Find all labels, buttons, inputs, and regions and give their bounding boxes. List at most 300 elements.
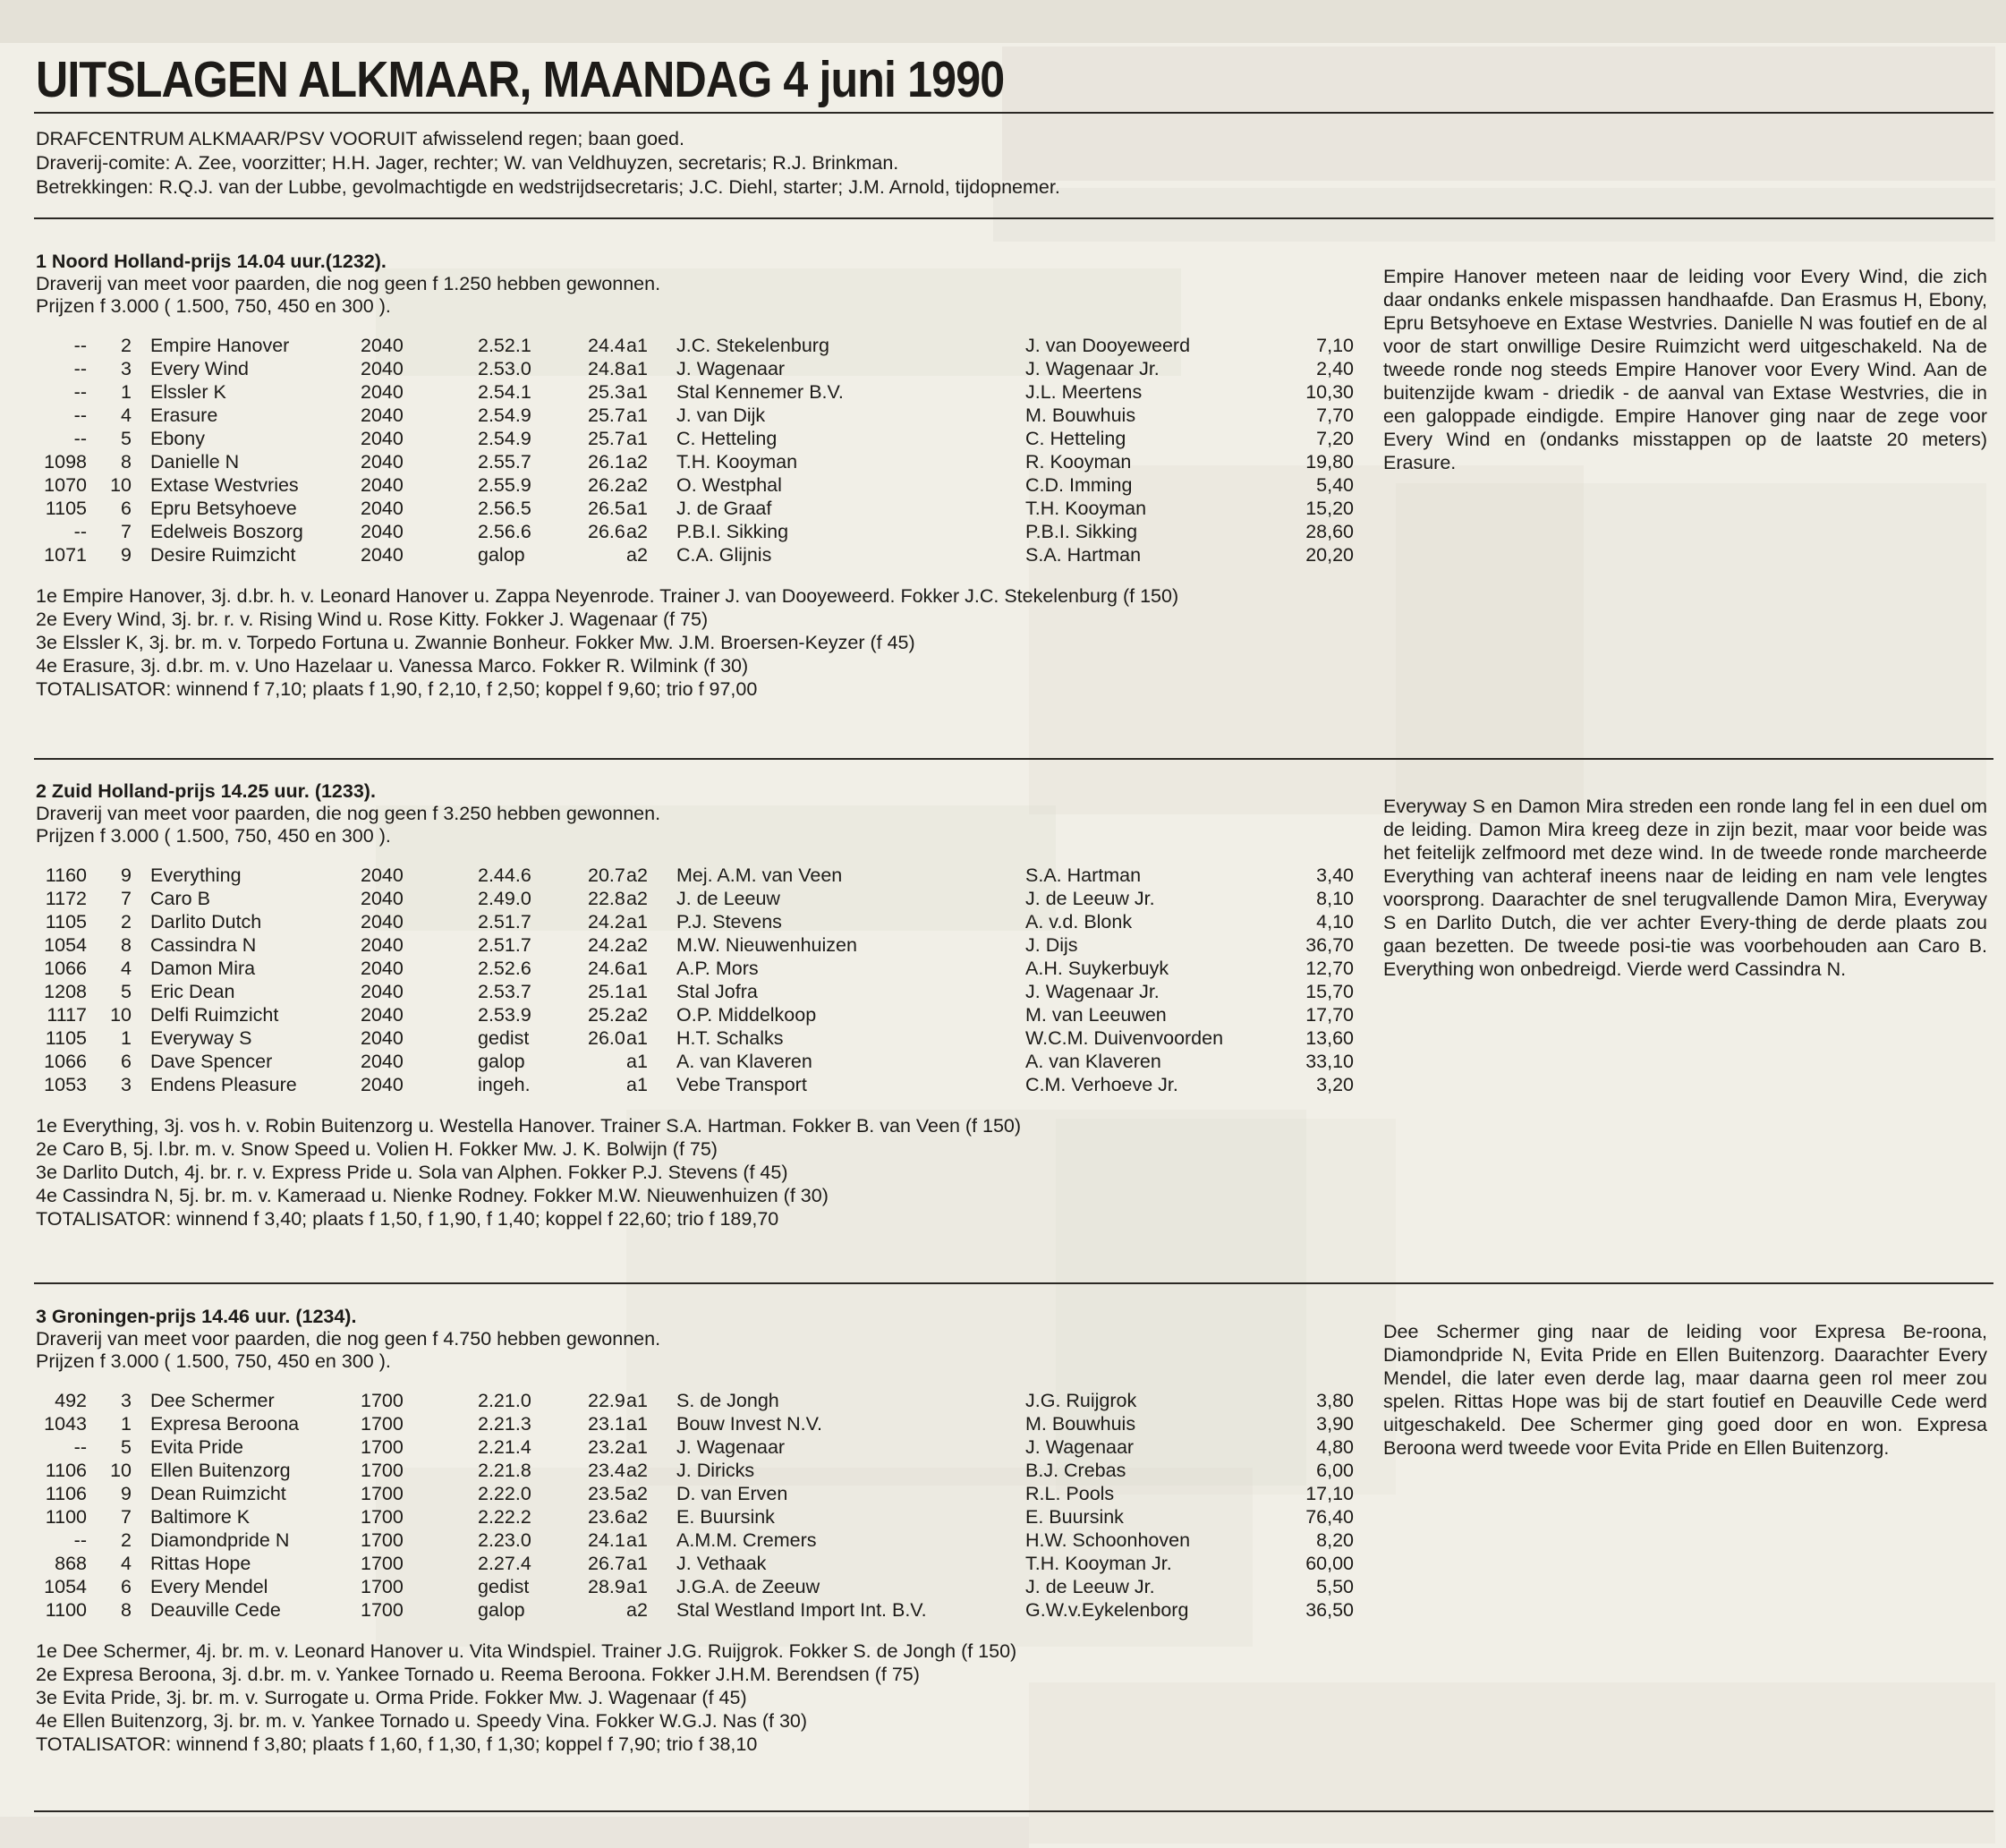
result-cls: a1 — [626, 381, 648, 403]
result-dist: 2040 — [361, 1051, 404, 1072]
result-km: 24.6 — [588, 958, 625, 979]
result-time: 2.52.6 — [478, 958, 531, 979]
result-cls: a1 — [626, 1529, 648, 1551]
result-prev: 1054 — [44, 1576, 87, 1597]
result-time: 2.56.6 — [478, 521, 531, 542]
result-dist: 2040 — [361, 358, 404, 379]
result-rider: O.P. Middelkoop — [676, 1004, 817, 1026]
result-nr: 10 — [110, 1004, 132, 1026]
result-dist: 1700 — [361, 1553, 404, 1574]
result-name: Danielle N — [150, 451, 240, 473]
result-odds: 4,10 — [1316, 911, 1354, 933]
result-cls: a2 — [626, 451, 648, 473]
result-nr: 9 — [121, 1483, 132, 1504]
section-rule — [34, 1282, 1993, 1284]
section-rule — [34, 758, 1993, 760]
result-cls: a1 — [626, 358, 648, 379]
result-time: 2.44.6 — [478, 864, 531, 886]
result-name: Epru Betsyhoeve — [150, 498, 297, 519]
result-time: 2.21.8 — [478, 1460, 531, 1481]
result-cls: a2 — [626, 1004, 648, 1026]
placing-line: 1e Empire Hanover, 3j. d.br. h. v. Leonard Hanover u. Zappa Neyenrode. Trainer J. van Dooyeweerd. Fokker J.C. Stekelenburg (f 150) — [36, 585, 1179, 607]
result-prev: 1117 — [47, 1004, 87, 1026]
result-prev: -- — [73, 521, 87, 542]
result-rider: M.W. Nieuwenhuizen — [676, 934, 857, 956]
result-nr: 6 — [121, 1576, 132, 1597]
result-row — [36, 521, 1995, 544]
result-name: Cassindra N — [150, 934, 257, 956]
result-cls: a1 — [626, 1074, 648, 1095]
result-nr: 10 — [110, 474, 132, 496]
result-nr: 2 — [121, 911, 132, 933]
result-dist: 2040 — [361, 498, 404, 519]
result-odds: 15,20 — [1305, 498, 1354, 519]
placings — [36, 1114, 1995, 1231]
result-time: galop — [478, 544, 525, 566]
placing-line: TOTALISATOR: winnend f 3,80; plaats f 1,60, f 1,30, f 1,30; koppel f 7,90; trio f 38,10 — [36, 1733, 758, 1755]
result-trainer: J. Wagenaar — [1025, 1436, 1135, 1458]
result-name: Dean Ruimzicht — [150, 1483, 286, 1504]
result-dist: 2040 — [361, 474, 404, 496]
result-cls: a2 — [626, 474, 648, 496]
result-km: 26.0 — [588, 1027, 625, 1049]
result-nr: 5 — [121, 981, 132, 1002]
section-rule — [34, 1810, 1993, 1812]
result-rider: Stal Westland Import Int. B.V. — [676, 1599, 927, 1621]
result-nr: 9 — [121, 544, 132, 566]
result-time: 2.54.1 — [478, 381, 531, 403]
result-odds: 10,30 — [1305, 381, 1354, 403]
result-odds: 7,20 — [1316, 428, 1354, 449]
result-time: 2.52.1 — [478, 335, 531, 356]
placing-line: 4e Cassindra N, 5j. br. m. v. Kameraad u. Nienke Rodney. Fokker M.W. Nieuwenhuizen (f 30) — [36, 1185, 829, 1206]
result-rider: T.H. Kooyman — [676, 451, 798, 473]
result-prev: -- — [73, 381, 87, 403]
result-cls: a2 — [626, 1506, 648, 1528]
result-odds: 5,40 — [1316, 474, 1354, 496]
result-km: 25.1 — [588, 981, 625, 1002]
meeting-info-line: Betrekkingen: R.Q.J. van der Lubbe, gevolmachtigde en wedstrijdsecretaris; J.C. Diehl, starter; J.M. Arnold, tijdopnemer. — [36, 176, 1060, 198]
meeting-info-line: Draverij-comite: A. Zee, voorzitter; H.H. Jager, rechter; W. van Veldhuyzen, secretaris; R.J. Brinkman. — [36, 152, 899, 174]
race-1 — [36, 251, 1995, 701]
result-trainer: R.L. Pools — [1025, 1483, 1115, 1504]
result-cls: a1 — [626, 1436, 648, 1458]
result-nr: 8 — [121, 451, 132, 473]
result-dist: 1700 — [361, 1436, 404, 1458]
result-nr: 9 — [121, 864, 132, 886]
result-km: 28.9 — [588, 1576, 625, 1597]
result-rider: J. Diricks — [676, 1460, 755, 1481]
result-nr: 1 — [121, 1413, 132, 1435]
result-prev: 1070 — [44, 474, 87, 496]
result-trainer: W.C.M. Duivenvoorden — [1025, 1027, 1224, 1049]
result-row — [36, 1460, 1995, 1483]
result-name: Every Wind — [150, 358, 249, 379]
result-nr: 2 — [121, 335, 132, 356]
result-cls: a2 — [626, 544, 648, 566]
result-odds: 76,40 — [1305, 1506, 1354, 1528]
result-km: 23.6 — [588, 1506, 625, 1528]
result-odds: 33,10 — [1305, 1051, 1354, 1072]
result-nr: 3 — [121, 358, 132, 379]
result-time: 2.51.7 — [478, 911, 531, 933]
result-cls: a2 — [626, 864, 648, 886]
placing-line: 4e Erasure, 3j. d.br. m. v. Uno Hazelaar u. Vanessa Marco. Fokker R. Wilmink (f 30) — [36, 655, 749, 677]
result-prev: -- — [73, 1436, 87, 1458]
result-prev: 1106 — [45, 1483, 87, 1504]
result-trainer: M. Bouwhuis — [1025, 1413, 1136, 1435]
result-row — [36, 981, 1995, 1004]
result-dist: 2040 — [361, 521, 404, 542]
result-rider: P.J. Stevens — [676, 911, 782, 933]
result-name: Endens Pleasure — [150, 1074, 297, 1095]
result-prev: -- — [73, 335, 87, 356]
result-nr: 4 — [121, 1553, 132, 1574]
result-odds: 8,10 — [1316, 888, 1354, 909]
result-prev: 1208 — [44, 981, 87, 1002]
result-km: 22.8 — [588, 888, 625, 909]
race-prizes: Prijzen f 3.000 ( 1.500, 750, 450 en 300 ). — [36, 295, 391, 317]
result-dist: 1700 — [361, 1529, 404, 1551]
result-cls: a1 — [626, 405, 648, 426]
result-cls: a1 — [626, 428, 648, 449]
result-row — [36, 1506, 1995, 1529]
result-time: 2.23.0 — [478, 1529, 531, 1551]
result-nr: 1 — [121, 381, 132, 403]
result-time: 2.56.5 — [478, 498, 531, 519]
result-km: 23.4 — [588, 1460, 625, 1481]
result-km: 23.2 — [588, 1436, 625, 1458]
result-time: 2.54.9 — [478, 428, 531, 449]
result-dist: 2040 — [361, 544, 404, 566]
result-name: Caro B — [150, 888, 210, 909]
result-time: ingeh. — [478, 1074, 531, 1095]
result-cls: a2 — [626, 1599, 648, 1621]
result-trainer: M. van Leeuwen — [1025, 1004, 1167, 1026]
result-time: 2.55.9 — [478, 474, 531, 496]
result-odds: 12,70 — [1305, 958, 1354, 979]
result-prev: 1071 — [44, 544, 87, 566]
result-dist: 2040 — [361, 981, 404, 1002]
result-name: Expresa Beroona — [150, 1413, 300, 1435]
result-trainer: J. Wagenaar Jr. — [1025, 981, 1160, 1002]
placing-line: TOTALISATOR: winnend f 7,10; plaats f 1,90, f 2,10, f 2,50; koppel f 9,60; trio f 97,00 — [36, 678, 758, 700]
result-time: 2.55.7 — [478, 451, 531, 473]
result-name: Dee Schermer — [150, 1390, 275, 1411]
result-prev: 1066 — [44, 958, 87, 979]
result-name: Dave Spencer — [150, 1051, 273, 1072]
title-rule — [34, 112, 1993, 114]
result-time: 2.21.4 — [478, 1436, 531, 1458]
result-name: Erasure — [150, 405, 218, 426]
placing-line: TOTALISATOR: winnend f 3,40; plaats f 1,50, f 1,90, f 1,40; koppel f 22,60; trio f 189,70 — [36, 1208, 779, 1230]
result-name: Baltimore K — [150, 1506, 251, 1528]
result-rider: J.C. Stekelenburg — [676, 335, 829, 356]
meeting-info — [36, 127, 1060, 200]
result-prev: 1100 — [45, 1599, 87, 1621]
result-row — [36, 1051, 1995, 1074]
result-odds: 36,70 — [1305, 934, 1354, 956]
result-odds: 19,80 — [1305, 451, 1354, 473]
result-nr: 5 — [121, 1436, 132, 1458]
result-row — [36, 1483, 1995, 1506]
result-name: Deauville Cede — [150, 1599, 281, 1621]
result-odds: 6,00 — [1316, 1460, 1354, 1481]
result-prev: 1066 — [44, 1051, 87, 1072]
result-row — [36, 1599, 1995, 1622]
result-nr: 2 — [121, 1529, 132, 1551]
result-km: 22.9 — [588, 1390, 625, 1411]
result-dist: 2040 — [361, 958, 404, 979]
result-row — [36, 1027, 1995, 1051]
result-rider: J. van Dijk — [676, 405, 766, 426]
result-time: 2.22.0 — [478, 1483, 531, 1504]
result-km: 26.1 — [588, 451, 625, 473]
race-report: Dee Schermer ging naar de leiding voor Expresa Be-roona, Diamondpride N, Evita Pride en Ellen Buitenzorg. Daarachter Every Mendel, die later even derde lag, maar daarna geen rol meer zou spelen. Rittas Hope was bij de start foutief en Deauville Cede werd uitgeschakeld. Dee Schermer ging goed door en won. Expresa Beroona werd tweede voor Evita Pride en Ellen Buitenzorg. — [1383, 1321, 1987, 1459]
result-dist: 2040 — [361, 1074, 404, 1095]
result-prev: -- — [73, 358, 87, 379]
result-trainer: C. Hetteling — [1025, 428, 1126, 449]
result-prev: 1043 — [44, 1413, 87, 1435]
result-odds: 17,70 — [1305, 1004, 1354, 1026]
result-trainer: T.H. Kooyman — [1025, 498, 1147, 519]
result-km: 20.7 — [588, 864, 625, 886]
result-nr: 8 — [121, 1599, 132, 1621]
result-km: 26.5 — [588, 498, 625, 519]
result-time: 2.54.9 — [478, 405, 531, 426]
result-km: 24.1 — [588, 1529, 625, 1551]
result-name: Desire Ruimzicht — [150, 544, 296, 566]
result-odds: 36,50 — [1305, 1599, 1354, 1621]
result-rider: E. Buursink — [676, 1506, 775, 1528]
result-time: 2.53.9 — [478, 1004, 531, 1026]
race-report: Everyway S en Damon Mira streden een ronde lang fel in een duel om de leiding. Damon Mira kreeg deze in zijn bezit, maar voor beide was het feitelijk zelfmoord met deze wind. In de tweede ronde marcheerde Everything van achteraf ineens naar de leiding en nam vele lengtes voorsprong. Daarachter de snel terugvallende Damon Mira, Everyway S en Darlito Dutch, die ver achter Every-thing de derde plaats zou gaan bezetten. De tweede posi-tie was voorbehouden aan Caro B. Everything won onbedreigd. Vierde werd Cassindra N. — [1383, 796, 1987, 980]
result-row — [36, 1074, 1995, 1097]
race-2 — [36, 780, 1995, 1231]
result-dist: 1700 — [361, 1460, 404, 1481]
result-name: Darlito Dutch — [150, 911, 262, 933]
result-rider: A.P. Mors — [676, 958, 759, 979]
result-row — [36, 1529, 1995, 1553]
result-odds: 3,90 — [1316, 1413, 1354, 1435]
result-prev: 1106 — [45, 1460, 87, 1481]
result-cls: a2 — [626, 934, 648, 956]
result-rider: J. Wagenaar — [676, 358, 786, 379]
result-trainer: B.J. Crebas — [1025, 1460, 1126, 1481]
result-odds: 5,50 — [1316, 1576, 1354, 1597]
result-rider: O. Westphal — [676, 474, 782, 496]
result-time: 2.53.7 — [478, 981, 531, 1002]
result-odds: 7,10 — [1316, 335, 1354, 356]
race-title: 1 Noord Holland-prijs 14.04 uur.(1232). — [36, 251, 387, 272]
result-cls: a1 — [626, 498, 648, 519]
result-cls: a1 — [626, 1553, 648, 1574]
result-odds: 3,80 — [1316, 1390, 1354, 1411]
result-prev: 1172 — [45, 888, 87, 909]
result-cls: a2 — [626, 1483, 648, 1504]
result-cls: a2 — [626, 1460, 648, 1481]
result-trainer: E. Buursink — [1025, 1506, 1124, 1528]
result-prev: 1105 — [45, 1027, 87, 1049]
race-title: 3 Groningen-prijs 14.46 uur. (1234). — [36, 1306, 357, 1327]
result-odds: 28,60 — [1305, 521, 1354, 542]
result-dist: 2040 — [361, 934, 404, 956]
result-odds: 3,40 — [1316, 864, 1354, 886]
result-name: Every Mendel — [150, 1576, 268, 1597]
result-time: 2.21.0 — [478, 1390, 531, 1411]
result-nr: 7 — [121, 888, 132, 909]
result-cls: a1 — [626, 1413, 648, 1435]
result-nr: 7 — [121, 521, 132, 542]
placings — [36, 1639, 1995, 1756]
result-nr: 8 — [121, 934, 132, 956]
result-time: gedist — [478, 1576, 530, 1597]
result-odds: 20,20 — [1305, 544, 1354, 566]
result-time: galop — [478, 1599, 525, 1621]
race-report: Empire Hanover meteen naar de leiding voor Every Wind, die zich daar ondanks enkele mispassen handhaafde. Dan Erasmus H, Ebony, Epru Betsyhoeve en Extase Westvries. Danielle N was foutief en de al voor de start onwillige Desire Ruimzicht werd uitgeschakeld. Na de tweede ronde nog steeds Empire Hanover voor Every Wind. Aan de buitenzijde kwam - driedik - de aanval van Extase Westvries, die in een galoppade eindigde. Empire Hanover ging naar de zege voor Every Wind en (ondanks misstappen op de laatste 20 meters) Erasure. — [1383, 266, 1987, 473]
placings — [36, 584, 1995, 701]
result-nr: 7 — [121, 1506, 132, 1528]
placing-line: 2e Caro B, 5j. l.br. m. v. Snow Speed u. Volien H. Fokker Mw. J. K. Bolwijn (f 75) — [36, 1138, 718, 1160]
result-time: 2.53.0 — [478, 358, 531, 379]
result-km: 25.3 — [588, 381, 625, 403]
result-km: 26.7 — [588, 1553, 625, 1574]
result-dist: 2040 — [361, 911, 404, 933]
result-cls: a1 — [626, 1576, 648, 1597]
result-rider: P.B.I. Sikking — [676, 521, 789, 542]
result-dist: 1700 — [361, 1599, 404, 1621]
result-trainer: J.L. Meertens — [1025, 381, 1143, 403]
result-name: Eric Dean — [150, 981, 235, 1002]
result-rider: J. Wagenaar — [676, 1436, 786, 1458]
result-dist: 1700 — [361, 1413, 404, 1435]
result-cls: a2 — [626, 888, 648, 909]
race-prizes: Prijzen f 3.000 ( 1.500, 750, 450 en 300 ). — [36, 825, 391, 847]
result-prev: 1054 — [44, 934, 87, 956]
result-trainer: J. de Leeuw Jr. — [1025, 888, 1155, 909]
result-rider: J. Vethaak — [676, 1553, 767, 1574]
result-name: Delfi Ruimzicht — [150, 1004, 279, 1026]
result-prev: -- — [73, 1529, 87, 1551]
result-nr: 5 — [121, 428, 132, 449]
result-rider: D. van Erven — [676, 1483, 788, 1504]
result-nr: 1 — [121, 1027, 132, 1049]
result-row — [36, 498, 1995, 521]
result-trainer: A. v.d. Blonk — [1025, 911, 1133, 933]
result-row — [36, 544, 1995, 567]
result-name: Diamondpride N — [150, 1529, 290, 1551]
result-rider: Bouw Invest N.V. — [676, 1413, 822, 1435]
result-trainer: J. Dijs — [1025, 934, 1078, 956]
race-3 — [36, 1306, 1995, 1756]
placing-line: 2e Every Wind, 3j. br. r. v. Rising Wind u. Rose Kitty. Fokker J. Wagenaar (f 75) — [36, 609, 709, 630]
result-name: Rittas Hope — [150, 1553, 251, 1574]
section-rule — [34, 217, 1993, 219]
result-time: 2.21.3 — [478, 1413, 531, 1435]
result-rider: Mej. A.M. van Veen — [676, 864, 843, 886]
result-rider: A. van Klaveren — [676, 1051, 812, 1072]
result-name: Elssler K — [150, 381, 226, 403]
result-cls: a2 — [626, 521, 648, 542]
result-time: 2.22.2 — [478, 1506, 531, 1528]
result-row — [36, 1553, 1995, 1576]
result-odds: 2,40 — [1316, 358, 1354, 379]
result-time: galop — [478, 1051, 525, 1072]
result-name: Everyway S — [150, 1027, 252, 1049]
result-trainer: J. van Dooyeweerd — [1025, 335, 1191, 356]
result-name: Evita Pride — [150, 1436, 243, 1458]
result-prev: -- — [73, 405, 87, 426]
result-prev: 1053 — [44, 1074, 87, 1095]
placing-line: 1e Everything, 3j. vos h. v. Robin Buitenzorg u. Westella Hanover. Trainer S.A. Hartman. Fokker B. van Veen (f 150) — [36, 1115, 1022, 1137]
result-km: 24.4 — [588, 335, 625, 356]
result-rider: C.A. Glijnis — [676, 544, 772, 566]
result-odds: 60,00 — [1305, 1553, 1354, 1574]
result-km: 25.2 — [588, 1004, 625, 1026]
result-trainer: R. Kooyman — [1025, 451, 1132, 473]
result-nr: 6 — [121, 498, 132, 519]
result-rider: Stal Kennemer B.V. — [676, 381, 844, 403]
result-rider: C. Hetteling — [676, 428, 778, 449]
result-nr: 4 — [121, 958, 132, 979]
result-dist: 2040 — [361, 405, 404, 426]
meeting-info-line: DRAFCENTRUM ALKMAAR/PSV VOORUIT afwisselend regen; baan goed. — [36, 128, 684, 149]
result-trainer: J.G. Ruijgrok — [1025, 1390, 1137, 1411]
result-nr: 4 — [121, 405, 132, 426]
placing-line: 4e Ellen Buitenzorg, 3j. br. m. v. Yankee Tornado u. Speedy Vina. Fokker W.G.J. Nas (f 30) — [36, 1710, 808, 1732]
result-nr: 3 — [121, 1074, 132, 1095]
result-time: 2.51.7 — [478, 934, 531, 956]
result-trainer: S.A. Hartman — [1025, 864, 1142, 886]
result-cls: a1 — [626, 981, 648, 1002]
result-trainer: G.W.v.Eykelenborg — [1025, 1599, 1189, 1621]
result-nr: 10 — [110, 1460, 132, 1481]
race-title: 2 Zuid Holland-prijs 14.25 uur. (1233). — [36, 780, 376, 802]
result-odds: 13,60 — [1305, 1027, 1354, 1049]
result-odds: 7,70 — [1316, 405, 1354, 426]
placing-line: 3e Elssler K, 3j. br. m. v. Torpedo Fortuna u. Zwannie Bonheur. Fokker Mw. J.M. Broersen-Keyzer (f 45) — [36, 632, 915, 653]
result-cls: a1 — [626, 335, 648, 356]
result-trainer: A.H. Suykerbuyk — [1025, 958, 1169, 979]
result-km: 26.6 — [588, 521, 625, 542]
result-name: Damon Mira — [150, 958, 256, 979]
result-km: 24.8 — [588, 358, 625, 379]
race-conditions: Draverij van meet voor paarden, die nog geen f 1.250 hebben gewonnen. — [36, 273, 661, 294]
placing-line: 1e Dee Schermer, 4j. br. m. v. Leonard Hanover u. Vita Windspiel. Trainer J.G. Ruijgrok. Fokker S. de Jongh (f 150) — [36, 1640, 1017, 1662]
result-dist: 2040 — [361, 888, 404, 909]
result-dist: 2040 — [361, 381, 404, 403]
result-km: 25.7 — [588, 405, 625, 426]
result-trainer: S.A. Hartman — [1025, 544, 1142, 566]
placing-line: 3e Evita Pride, 3j. br. m. v. Surrogate u. Orma Pride. Fokker Mw. J. Wagenaar (f 45) — [36, 1687, 747, 1708]
result-row — [36, 474, 1995, 498]
result-trainer: J. Wagenaar Jr. — [1025, 358, 1160, 379]
result-prev: 1100 — [45, 1506, 87, 1528]
result-dist: 2040 — [361, 428, 404, 449]
result-rider: S. de Jongh — [676, 1390, 779, 1411]
result-odds: 3,20 — [1316, 1074, 1354, 1095]
result-dist: 2040 — [361, 335, 404, 356]
result-cls: a1 — [626, 958, 648, 979]
result-rider: A.M.M. Cremers — [676, 1529, 817, 1551]
result-dist: 2040 — [361, 864, 404, 886]
result-nr: 6 — [121, 1051, 132, 1072]
result-name: Ellen Buitenzorg — [150, 1460, 291, 1481]
result-odds: 8,20 — [1316, 1529, 1354, 1551]
result-trainer: C.M. Verhoeve Jr. — [1025, 1074, 1178, 1095]
result-dist: 1700 — [361, 1576, 404, 1597]
result-time: 2.49.0 — [478, 888, 531, 909]
